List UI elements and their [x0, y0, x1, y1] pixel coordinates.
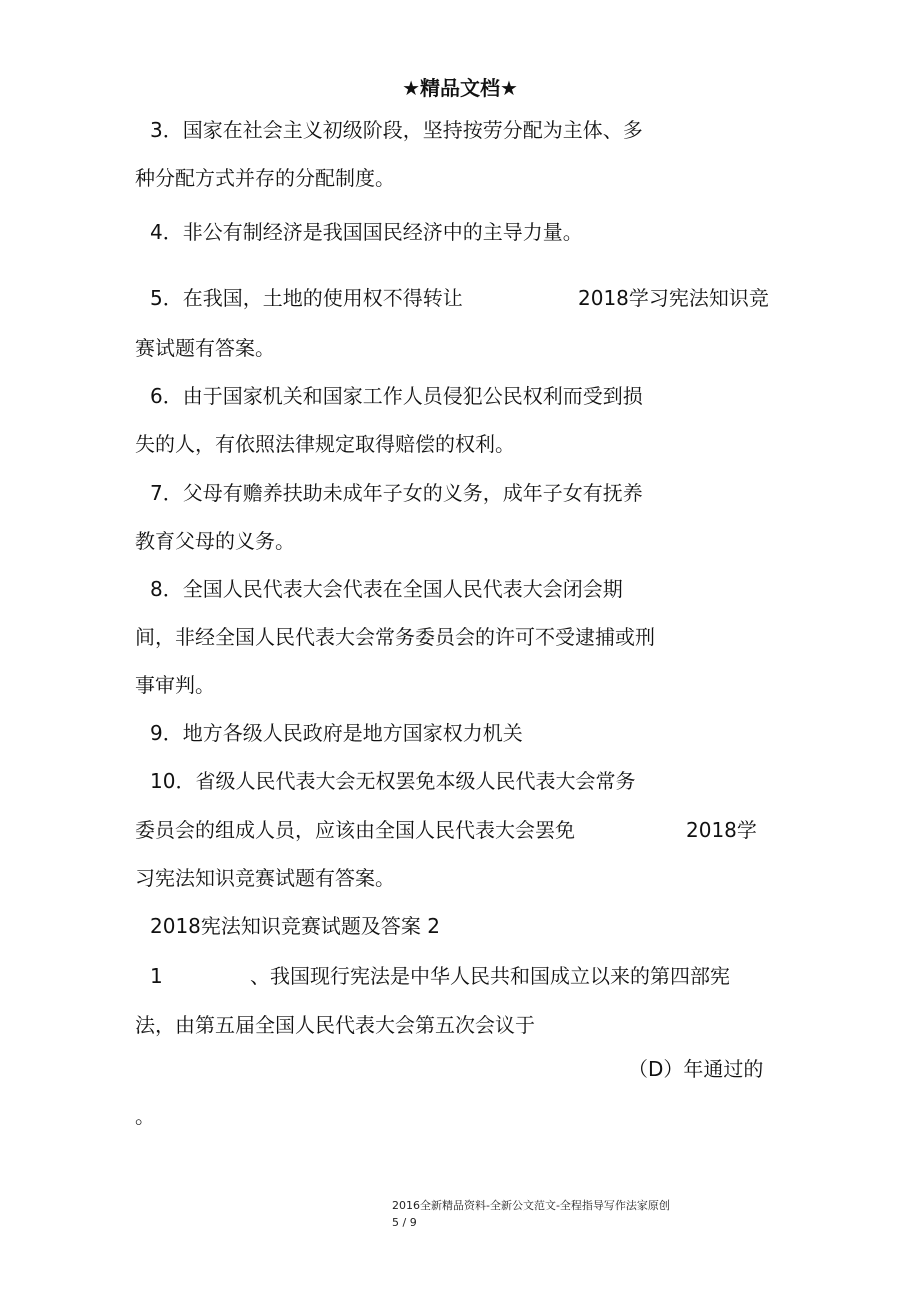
text-line: 赛试题有答案。	[135, 336, 275, 360]
text-line: 9．地方各级人民政府是地方国家权力机关	[150, 721, 523, 745]
text-line: 事审判。	[135, 673, 215, 697]
text-line: 4．非公有制经济是我国国民经济中的主导力量。	[150, 220, 583, 244]
text-line: 2018学	[686, 818, 757, 842]
text-line: 8．全国人民代表大会代表在全国人民代表大会闭会期	[150, 577, 623, 601]
text-line: 。	[135, 1104, 155, 1128]
text-line: 委员会的组成人员，应该由全国人民代表大会罢免	[135, 818, 575, 842]
footer-text: 2016全新精品资料-全新公文范文-全程指导写作法家原创	[392, 1199, 670, 1212]
text-line: 1	[150, 964, 163, 988]
text-line: 2018学习宪法知识竞	[578, 286, 769, 310]
text-line: 教育父母的义务。	[135, 529, 295, 553]
text-line: 、我国现行宪法是中华人民共和国成立以来的第四部宪	[250, 964, 730, 988]
page-header: ★精品文档★	[402, 76, 518, 100]
text-line: 3．国家在社会主义初级阶段，坚持按劳分配为主体、多	[150, 118, 643, 142]
text-line: 种分配方式并存的分配制度。	[135, 166, 395, 190]
text-line: 习宪法知识竞赛试题有答案。	[135, 866, 395, 890]
text-line: 7．父母有赡养扶助未成年子女的义务，成年子女有抚养	[150, 481, 643, 505]
text-line: 5．在我国，土地的使用权不得转让	[150, 286, 463, 310]
text-line: 10．省级人民代表大会无权罢免本级人民代表大会常务	[150, 769, 636, 793]
text-line: 间，非经全国人民代表大会常务委员会的许可不受逮捕或刑	[135, 625, 655, 649]
section-title: 2018宪法知识竞赛试题及答案 2	[150, 914, 440, 938]
text-line: （D）年通过的	[628, 1057, 764, 1081]
text-line: 法，由第五届全国人民代表大会第五次会议于	[135, 1013, 535, 1037]
page-number: 5 / 9	[392, 1216, 417, 1229]
text-line: 6．由于国家机关和国家工作人员侵犯公民权利而受到损	[150, 384, 643, 408]
text-line: 失的人，有依照法律规定取得赔偿的权利。	[135, 432, 515, 456]
